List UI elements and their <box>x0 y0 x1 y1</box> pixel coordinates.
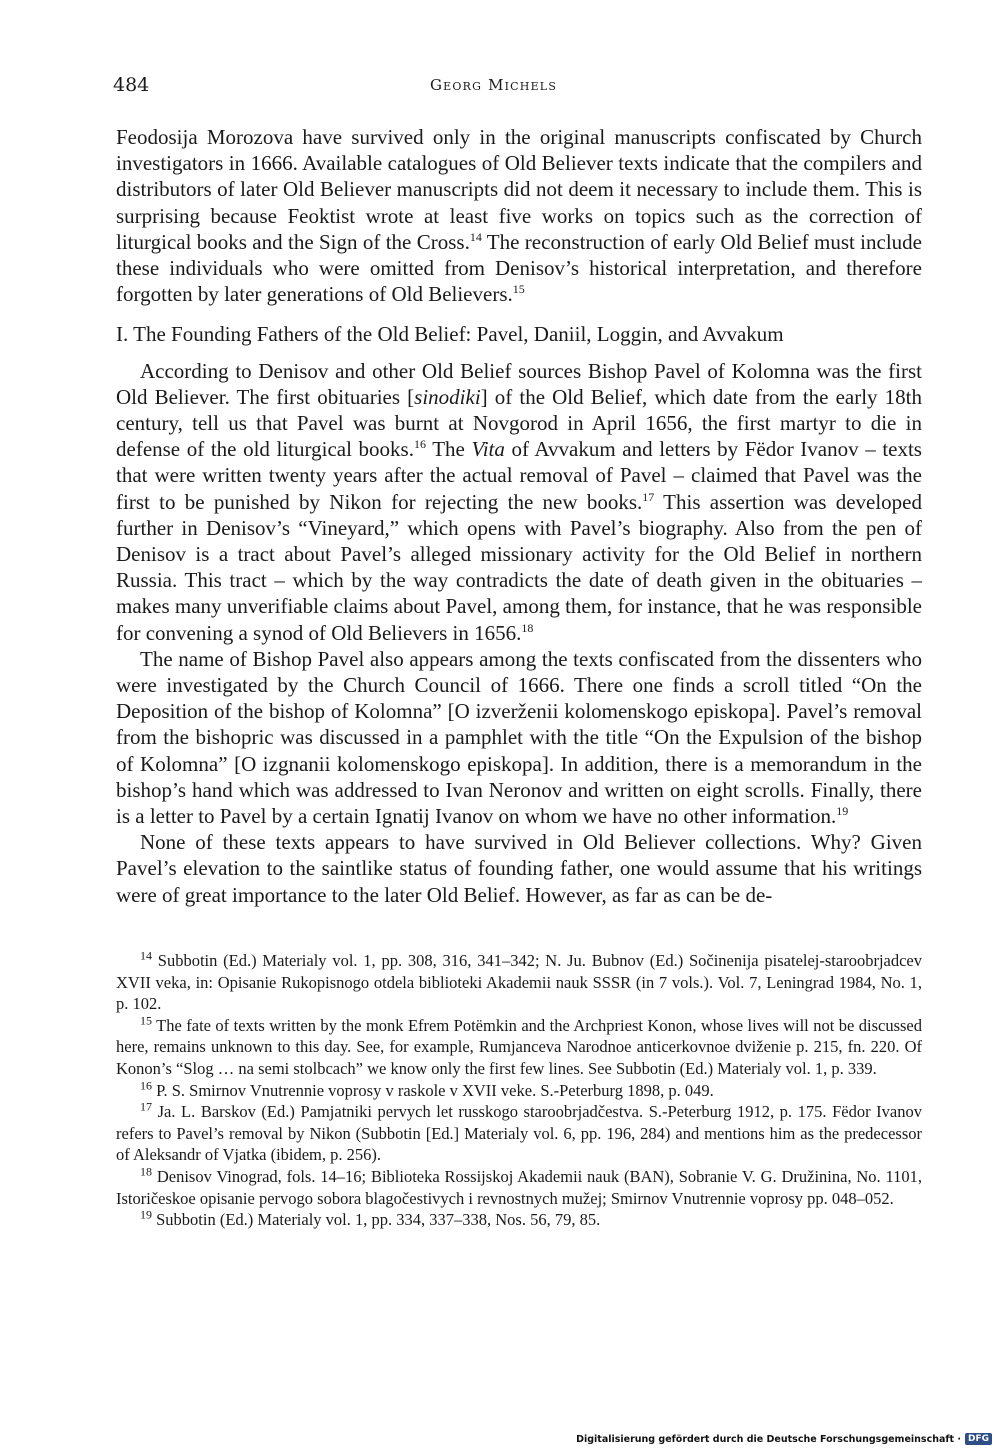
running-head: Georg Michels <box>430 76 558 94</box>
footnote-ref[interactable]: 14 <box>469 229 482 244</box>
page-number: 484 <box>113 74 150 96</box>
paragraph: Feodosija Morozova have survived only in the original manuscripts confiscated by Church investigators in 1666. Available catalogues of Old Believer texts indicate that the compilers and distributors of later Old Believer manuscripts did not deem it necessary to include them. This is surprising because Feoktist wrote at least five works on topics such as the correction of liturgical books and the Sign of the Cross.$^{14}$ The reconstruction of early Old Belief must include these individuals who were omitted from Denisov’s historical interpretation, and therefore forgotten by later generations of Old Believers.$^{15}$ <box>116 125 922 307</box>
footnote: $^{19}$ Subbotin (Ed.) Materialy vol. 1, pp. 334, 337–338, Nos. 56, 79, 85. <box>140 1207 601 1230</box>
paragraph: The name of Bishop Pavel also appears among the texts confiscated from the dissenters who were investigated by the Church Council of 1666. There one finds a scroll titled “On the Deposition of the bishop of Kolomna” [O izverženii kolomenskogo episkopa]. Pavel’s removal from the bishopric was discussed in a pamphlet with the title “On the Expulsion of the bishop of Kolomna” [O izgnanii kolomenskogo episkopa]. In addition, there is a memorandum in the bishop’s hand which was addressed to Ivan Neronov and written on eight scrolls. Finally, there is a letter to Pavel by a certain Ignatij Ivanov on whom we have no other information.$^{19}$ <box>116 646 922 829</box>
footnote: $^{18}$ Denisov Vinograd, fols. 14–16; Biblioteka Rossijskoj Akademii nauk (BAN), Sobranie V. G. Družinina, No. 1101, Istoričeskoe opisanie pervogo sobora blagočestivych i revnostnych mužej; Smirnov Vnutrennie voprosy pp. 048–052. <box>116 1164 923 1208</box>
body-text <box>116 124 922 908</box>
footnote: $^{17}$ Ja. L. Barskov (Ed.) Pamjatniki pervych let russkogo staroobrjadčestva. S.-Peterburg 1912, p. 175. Fëdor Ivanov refers to Pavel’s removal by Nikon (Subbotin [Ed.] Materialy vol. 6, pp. 196, 284) and mentions him as the predecessor of Aleksandr of Vjatka (ibidem, p. 256). <box>116 1099 922 1165</box>
section-heading: I. The Founding Fathers of the Old Belief: Pavel, Daniil, Loggin, and Avvakum <box>116 322 784 347</box>
footnote-ref[interactable]: 19 <box>836 804 849 819</box>
footnote: $^{15}$ The fate of texts written by the monk Efrem Potëmkin and the Archpriest Konon, whose lives will not be discussed here, remains unknown to this day. See, for example, Rumjanceva Narodnoe anticerkovnoe dviženie p. 215, fn. 220. Of Konon’s “Slog … na semi stolbcach” we know only the first few lines. See Subbotin (Ed.) Materialy vol. 1, p. 339. <box>116 1013 923 1078</box>
footnote: $^{14}$ Subbotin (Ed.) Materialy vol. 1, pp. 308, 316, 341–342; N. Ju. Bubnov (Ed.) Sočinenija pisatelej-staroobrjadcev XVII veka, in: Opisanie Rukopisnogo otdela biblioteki Akademii nauk SSSR (in 7 vols.). Vol. 7, Leningrad 1984, No. 1, p. 102. <box>116 948 923 1014</box>
footnotes <box>116 950 922 1231</box>
dfg-logo: DFG <box>965 1433 992 1445</box>
footnote: $^{16}$ P. S. Smirnov Vnutrennie voprosy v raskole v XVII veke. S.-Peterburg 1898, p. 049. <box>140 1078 714 1100</box>
paragraph: None of these texts appears to have survived in Old Believer collections. Why? Given Pavel’s elevation to the saintlike status of founding father, one would assume that his writings were of great importance to the later Old Belief. However, as far as can be de- <box>116 830 922 907</box>
dfg-banner <box>576 1433 992 1445</box>
footnote-ref[interactable]: 18 <box>521 620 534 635</box>
footnote-ref[interactable]: 16 <box>413 437 426 452</box>
footnote-ref[interactable]: 15 <box>512 282 525 297</box>
dfg-banner-text: Digitalisierung gefördert durch die Deutsche Forschungsgemeinschaft · <box>576 1433 961 1445</box>
footnote-ref[interactable]: 17 <box>642 489 655 504</box>
paragraph: According to Denisov and other Old Belief sources Bishop Pavel of Kolomna was the first Old Believer. The first obituaries [sinodiki] of the Old Belief, which date from the early 18th century, tell us that Pavel was burnt at Novgorod in April 1656, the first martyr to die in defense of the old liturgical books.$^{16}$ The Vita of Avvakum and letters by Fëdor Ivanov – texts that were written twenty years after the actual removal of Pavel – claimed that Pavel was the first to be punished by Nikon for rejecting the new books.$^{17}$ This assertion was developed further in Denisov’s “Vineyard,” which opens with Pavel’s biography. Also from the pen of Denisov is a tract about Pavel’s alleged missionary activity for the Old Belief in northern Russia. This tract – which by the way contradicts the date of death given in the obituaries – makes many unverifiable claims about Pavel, among them, for instance, that he was responsible for convening a synod of Old Believers in 1656.18 <box>116 358 922 645</box>
